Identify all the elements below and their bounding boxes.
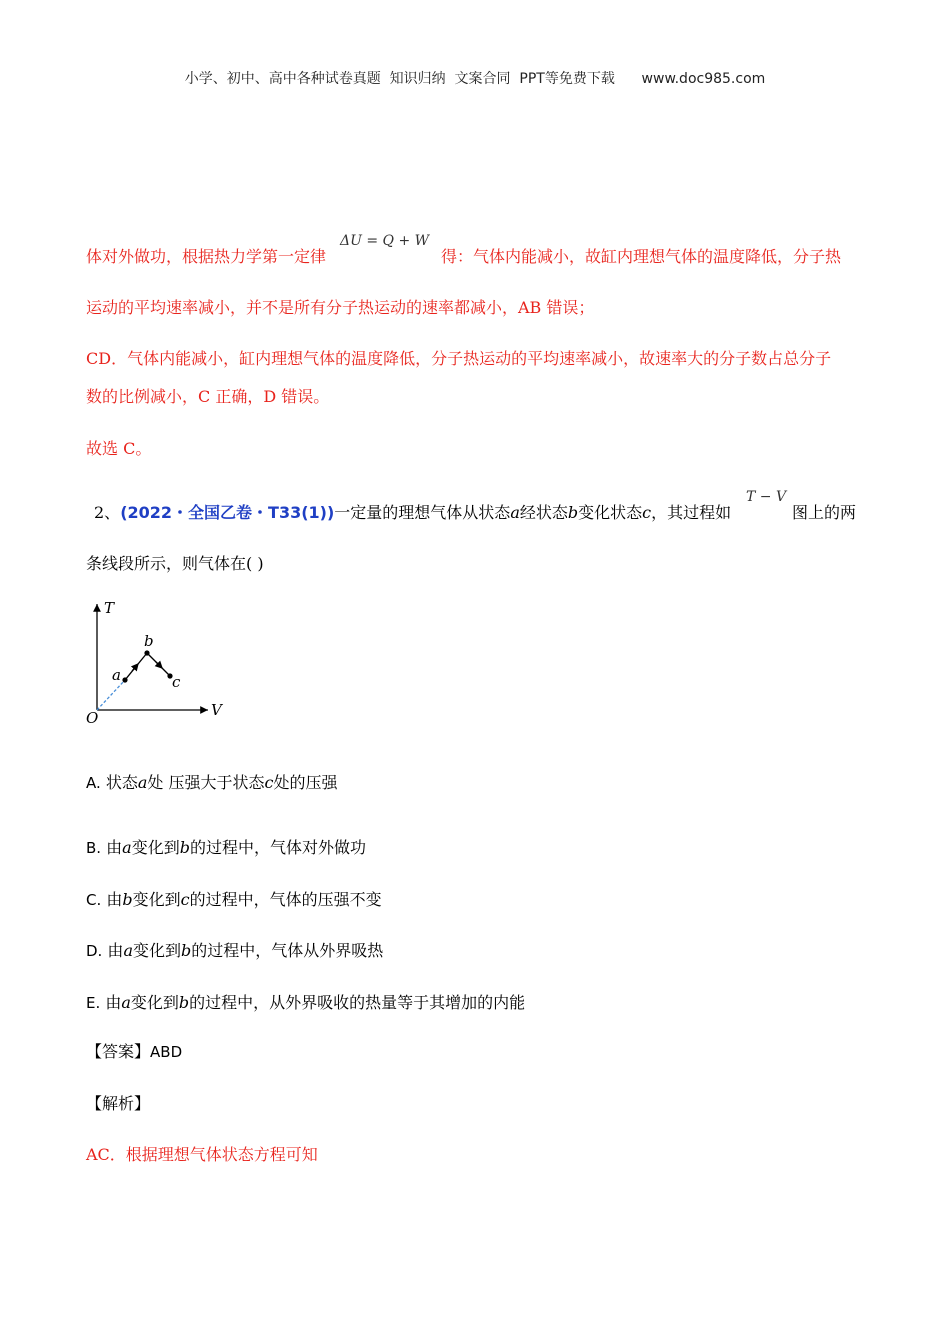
option-b[interactable]	[86, 835, 366, 858]
arrow-bc	[156, 662, 162, 668]
option-var: a	[121, 993, 131, 1012]
option-text: 变化到	[131, 838, 180, 857]
question-stem-line-2: 条线段所示，则气体在( )	[86, 554, 264, 573]
answer-label: 【答案】	[86, 1042, 151, 1061]
option-var: a	[123, 941, 133, 960]
tv-label: T − V	[746, 489, 787, 505]
option-text: 处 压强大于状态	[147, 773, 265, 792]
question-stem-end: 图上的两	[792, 503, 857, 522]
option-d[interactable]	[86, 938, 383, 961]
option-e[interactable]	[86, 990, 525, 1013]
option-text: 变化到	[130, 993, 179, 1012]
var-c: c	[642, 503, 652, 522]
option-label: D.	[86, 942, 103, 960]
option-text: 的过程中，气体从外界吸热	[191, 941, 384, 960]
solution-line-4: 数的比例减小，C 正确，D 错误。	[86, 387, 330, 406]
option-text: 的过程中，气体的压强不变	[189, 890, 382, 909]
question-source: (2022・全国乙卷・T33(1))	[120, 503, 335, 522]
dashed-line-origin-a	[97, 680, 125, 710]
option-var: a	[122, 838, 132, 857]
option-text: 由	[106, 838, 123, 857]
option-var: c	[264, 773, 274, 792]
option-a[interactable]	[86, 770, 338, 793]
solution-line-1-post: 得：气体内能减小，故缸内理想气体的温度降低，分子热	[441, 247, 842, 266]
stem-part: ，其过程如	[651, 503, 732, 522]
answer-value: ABD	[150, 1043, 183, 1061]
option-text: 变化到	[132, 890, 181, 909]
formula-first-law: ΔU = Q + W	[340, 233, 430, 249]
point-b-label: b	[144, 632, 154, 650]
option-label: A.	[86, 774, 101, 792]
page-header: 小学、初中、高中各种试卷真题 知识归纳 文案合同 PPT等免费下载 www.doc985.com	[184, 71, 766, 87]
option-label: C.	[86, 891, 102, 909]
option-var: c	[180, 890, 190, 909]
point-b	[144, 650, 149, 655]
option-text: 由	[106, 890, 123, 909]
arrow-ab	[132, 664, 138, 671]
option-label: E.	[86, 994, 101, 1012]
option-text: 由	[107, 941, 124, 960]
option-text: 的过程中，气体对外做功	[189, 838, 366, 857]
solution-line-2: 运动的平均速率减小，并不是所有分子热运动的速率都减小，AB 错误；	[86, 298, 595, 317]
stem-part: 经状态	[519, 503, 568, 522]
option-var: b	[179, 838, 190, 857]
origin-label: O	[86, 709, 99, 727]
y-axis-label: T	[104, 599, 115, 617]
option-text: 由	[105, 993, 122, 1012]
x-axis-label: V	[211, 701, 222, 719]
question-stem	[94, 503, 731, 523]
option-c[interactable]	[86, 887, 382, 910]
analysis-text: AC．根据理想气体状态方程可知	[86, 1145, 318, 1164]
solution-line-1-pre: 体对外做功，根据热力学第一定律	[86, 247, 327, 266]
option-text: 状态	[105, 773, 138, 792]
option-label: B.	[86, 839, 102, 857]
option-text: 变化到	[132, 941, 181, 960]
point-c-label: c	[172, 673, 181, 691]
var-b: b	[567, 503, 579, 522]
solution-line-5: 故选 C。	[86, 439, 152, 458]
option-text: 处的压强	[273, 773, 338, 792]
stem-part: 变化状态	[578, 503, 643, 522]
analysis-label: 【解析】	[86, 1094, 151, 1113]
point-a	[122, 677, 127, 682]
var-a: a	[510, 503, 520, 522]
stem-part: 一定量的理想气体从状态	[334, 503, 511, 522]
solution-line-3: CD．气体内能减小，缸内理想气体的温度降低，分子热运动的平均速率减小，故速率大的分子数占总分子	[86, 349, 832, 368]
tv-diagram	[80, 596, 240, 731]
answer-line	[86, 1042, 182, 1062]
option-text: 的过程中，从外界吸收的热量等于其增加的内能	[189, 993, 526, 1012]
option-var: b	[122, 890, 133, 909]
point-a-label: a	[112, 666, 121, 684]
question-number: 2、	[94, 503, 121, 522]
option-var: b	[178, 993, 190, 1012]
option-var: b	[181, 941, 192, 960]
option-var: a	[137, 773, 148, 792]
